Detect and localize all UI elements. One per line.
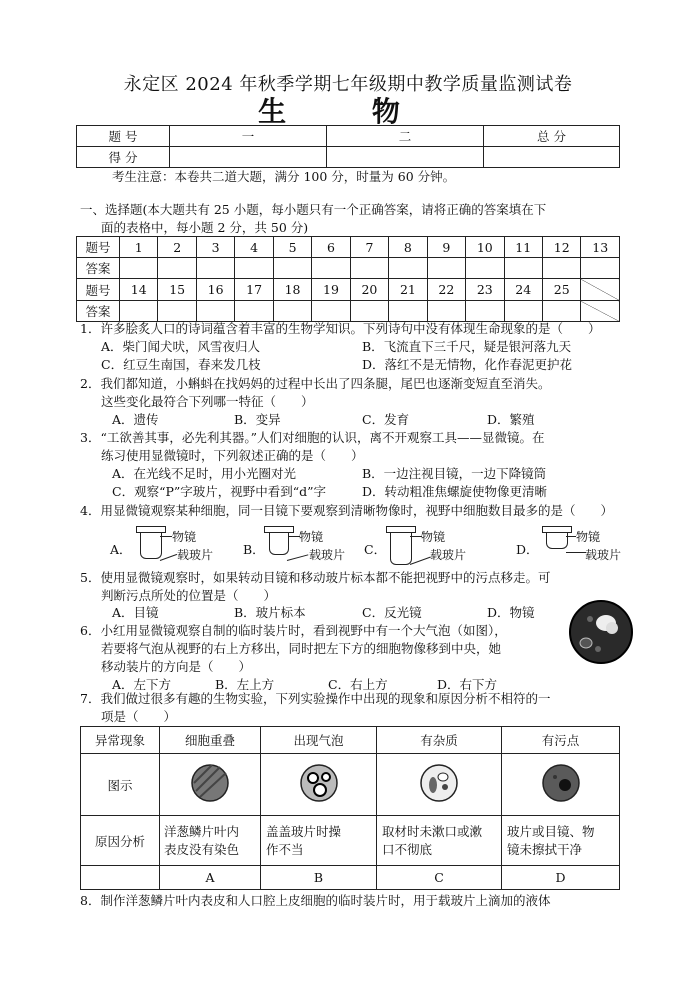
q2-stem: 2．我们都知道，小蝌蚪在找妈妈的过程中长出了四条腿，尾巴也逐渐变短直至消失。 bbox=[80, 376, 551, 391]
section1-heading-cont: 面的表格中，每小题 2 分，共 50 分) bbox=[101, 220, 309, 235]
answer-cell[interactable] bbox=[504, 258, 542, 279]
q4-lens-label: 物镜 bbox=[576, 530, 601, 544]
q1-option-b[interactable]: B．飞流直下三千尺，疑是银河落九天 bbox=[362, 339, 572, 354]
grid-qnum: 8 bbox=[389, 237, 427, 258]
q1-option-c[interactable]: C．红豆生南国，春来发几枝 bbox=[101, 357, 261, 372]
answer-cell[interactable] bbox=[466, 258, 504, 279]
q7-image-cell bbox=[261, 754, 377, 816]
q7-table-header: 异常现象 bbox=[81, 727, 160, 754]
q7-table-header: 细胞重叠 bbox=[160, 727, 261, 754]
answer-cell[interactable] bbox=[312, 258, 350, 279]
q7-row-label: 原因分析 bbox=[81, 816, 160, 866]
grid-qnum: 20 bbox=[350, 279, 388, 301]
q6-stem-cont: 若要将气泡从视野的右上方移出，同时把左下方的细胞物像移到中央，她 bbox=[101, 641, 502, 656]
q7-table-header: 出现气泡 bbox=[261, 727, 377, 754]
grid-qnum: 1 bbox=[120, 237, 158, 258]
q7-table bbox=[80, 726, 620, 890]
q7-empty-cell bbox=[81, 866, 160, 890]
grid-qnum: 17 bbox=[235, 279, 273, 301]
answer-cell[interactable] bbox=[466, 301, 504, 322]
q3-option-b[interactable]: B．一边注视目镜，一边下降镜筒 bbox=[362, 466, 547, 481]
q7-option-a[interactable]: A bbox=[160, 866, 261, 890]
grid-qnum: 22 bbox=[427, 279, 465, 301]
score-header-item: 总 分 bbox=[484, 126, 620, 147]
grid-qnum: 9 bbox=[427, 237, 465, 258]
q7-reason-cell bbox=[502, 816, 620, 866]
q4-slide-label: 载玻片 bbox=[309, 548, 346, 562]
grid-empty-cell bbox=[581, 279, 620, 301]
grid-qnum: 12 bbox=[542, 237, 580, 258]
grid-qnum: 14 bbox=[120, 279, 158, 301]
q4-option-d[interactable]: D． bbox=[516, 542, 539, 557]
q7-reason-cell bbox=[160, 816, 261, 866]
q4-slide-label: 载玻片 bbox=[177, 548, 214, 562]
q4-lens-label: 物镜 bbox=[299, 530, 324, 544]
air-bubbles-image bbox=[299, 763, 339, 803]
q8-stem: 8．制作洋葱鳞片叶内表皮和人口腔上皮细胞的临时装片时，用于载玻片上滴加的液体 bbox=[80, 893, 551, 908]
grid-qnum: 5 bbox=[273, 237, 311, 258]
q6-option-c[interactable]: C．右上方 bbox=[328, 677, 388, 692]
answer-grid bbox=[76, 236, 620, 322]
exam-title: 永定区 2024 年秋季学期七年级期中教学质量监测试卷 bbox=[123, 74, 573, 95]
answer-cell[interactable] bbox=[350, 301, 388, 322]
q6-option-d[interactable]: D．右下方 bbox=[437, 677, 498, 692]
answer-cell[interactable] bbox=[504, 301, 542, 322]
score-header-item: 题 号 bbox=[77, 126, 170, 147]
q4-option-c[interactable]: C． bbox=[364, 542, 387, 557]
q6-stem-cont2: 移动装片的方向是（ ） bbox=[101, 659, 252, 674]
grid-qnum: 13 bbox=[581, 237, 620, 258]
grid-label: 题号 bbox=[77, 237, 120, 258]
q5-stem-cont: 判断污点所处的位置是（ ） bbox=[101, 588, 277, 603]
grid-label: 答案 bbox=[77, 301, 120, 322]
q5-stem: 5．使用显微镜观察时，如果转动目镜和移动玻片标本都不能把视野中的污点移走。可 bbox=[80, 570, 551, 585]
grid-qnum: 23 bbox=[466, 279, 504, 301]
q7-reason-line: 洋葱鳞片叶内 bbox=[164, 823, 240, 839]
grid-qnum: 25 bbox=[542, 279, 580, 301]
answer-cell[interactable] bbox=[350, 258, 388, 279]
q1-stem: 1．许多脍炙人口的诗词蕴含着丰富的生物学知识。下列诗句中没有体现生命现象的是（ ） bbox=[80, 321, 601, 336]
q4-option-b[interactable]: B． bbox=[243, 542, 265, 557]
q4-stem: 4．用显微镜观察某种细胞，同一目镜下要观察到清晰物像时，视野中细胞数目最多的是（ ） bbox=[80, 503, 613, 518]
answer-cell[interactable] bbox=[389, 301, 427, 322]
q3-stem-cont: 练习使用显微镜时，下列叙述正确的是（ ） bbox=[101, 448, 364, 463]
q4-option-a[interactable]: A． bbox=[110, 542, 132, 557]
answer-cell[interactable] bbox=[427, 258, 465, 279]
grid-qnum: 24 bbox=[504, 279, 542, 301]
grid-qnum: 18 bbox=[273, 279, 311, 301]
q7-table-header: 有杂质 bbox=[377, 727, 502, 754]
score-header-item: 二 bbox=[327, 126, 484, 147]
score-cell[interactable] bbox=[170, 147, 327, 168]
q7-reason-cell bbox=[261, 816, 377, 866]
score-header-item: 一 bbox=[170, 126, 327, 147]
grid-empty-cell bbox=[581, 301, 620, 322]
q7-option-d[interactable]: D bbox=[502, 866, 620, 890]
q3-option-c[interactable]: C．观察“P”字玻片，视野中看到“d”字 bbox=[112, 484, 327, 499]
q3-option-a[interactable]: A．在光线不足时，用小光圈对光 bbox=[112, 466, 297, 481]
q2-option-c[interactable]: C．发育 bbox=[362, 412, 410, 427]
score-row-label: 得 分 bbox=[77, 147, 170, 168]
microscope-field-view-image bbox=[568, 599, 634, 665]
grid-qnum: 19 bbox=[312, 279, 350, 301]
grid-qnum: 7 bbox=[350, 237, 388, 258]
answer-cell[interactable] bbox=[158, 301, 196, 322]
overlapping-cells-image bbox=[190, 763, 230, 803]
q5-option-d[interactable]: D．物镜 bbox=[487, 605, 535, 620]
q4-slide-label: 载玻片 bbox=[585, 548, 622, 562]
q2-stem-cont: 这些变化最符合下列哪一特征（ ） bbox=[101, 394, 314, 409]
answer-cell[interactable] bbox=[427, 301, 465, 322]
q1-option-d[interactable]: D．落红不是无情物，化作春泥更护花 bbox=[362, 357, 573, 372]
score-cell[interactable] bbox=[484, 147, 620, 168]
q7-reason-cell bbox=[377, 816, 502, 866]
answer-cell[interactable] bbox=[273, 301, 311, 322]
notice: 考生注意：本卷共二道大题，满分 100 分，时量为 60 分钟。 bbox=[112, 169, 456, 184]
answer-cell[interactable] bbox=[196, 258, 234, 279]
grid-qnum: 6 bbox=[312, 237, 350, 258]
q7-option-b[interactable]: B bbox=[261, 866, 377, 890]
q1-option-a[interactable]: A．柴门闻犬吠，风雪夜归人 bbox=[101, 339, 261, 354]
q4-slide-label: 载玻片 bbox=[430, 548, 467, 562]
grid-label: 题号 bbox=[77, 279, 120, 301]
q7-reason-line: 作不当 bbox=[266, 841, 304, 857]
q5-option-c[interactable]: C．反光镜 bbox=[362, 605, 422, 620]
answer-cell[interactable] bbox=[542, 258, 580, 279]
q7-reason-line: 盖盖玻片时操 bbox=[266, 823, 342, 839]
q7-reason-line: 表皮没有染色 bbox=[164, 841, 240, 857]
grid-qnum: 21 bbox=[389, 279, 427, 301]
answer-cell[interactable] bbox=[581, 258, 620, 279]
score-cell[interactable] bbox=[327, 147, 484, 168]
q6-option-b[interactable]: B．左上方 bbox=[215, 677, 275, 692]
answer-cell[interactable] bbox=[542, 301, 580, 322]
q4-lens-label: 物镜 bbox=[421, 530, 446, 544]
q3-stem: 3．“工欲善其事，必先利其器。”人们对细胞的认识，离不开观察工具——显微镜。在 bbox=[80, 430, 545, 445]
grid-qnum: 16 bbox=[196, 279, 234, 301]
q4-lens-label: 物镜 bbox=[172, 530, 197, 544]
q7-image-cell bbox=[502, 754, 620, 816]
q5-option-a[interactable]: A．目镜 bbox=[112, 605, 159, 620]
q7-image-cell bbox=[160, 754, 261, 816]
q7-table-header: 有污点 bbox=[502, 727, 620, 754]
q7-option-c[interactable]: C bbox=[377, 866, 502, 890]
answer-cell[interactable] bbox=[273, 258, 311, 279]
q2-option-a[interactable]: A．遗传 bbox=[112, 412, 159, 427]
q7-reason-line: 玻片或目镜、物 bbox=[507, 823, 595, 839]
grid-qnum: 4 bbox=[235, 237, 273, 258]
section1-heading: 一、选择题(本大题共有 25 小题，每小题只有一个正确答案，请将正确的答案填在下 bbox=[80, 202, 547, 217]
grid-qnum: 3 bbox=[196, 237, 234, 258]
q2-option-b[interactable]: B．变异 bbox=[234, 412, 281, 427]
q7-row-label: 图示 bbox=[81, 754, 160, 816]
stains-image bbox=[541, 763, 581, 803]
answer-cell[interactable] bbox=[196, 301, 234, 322]
q5-option-b[interactable]: B．玻片标本 bbox=[234, 605, 306, 620]
answer-cell[interactable] bbox=[158, 258, 196, 279]
q7-stem-cont: 项是（ ） bbox=[101, 709, 177, 724]
q7-reason-line: 取材时未漱口或漱 bbox=[382, 823, 483, 839]
grid-qnum: 11 bbox=[504, 237, 542, 258]
score-table bbox=[76, 125, 620, 168]
grid-qnum: 15 bbox=[158, 279, 196, 301]
answer-cell[interactable] bbox=[120, 301, 158, 322]
grid-label: 答案 bbox=[77, 258, 120, 279]
q7-reason-line: 口不彻底 bbox=[382, 841, 433, 857]
subject-title: 生 物 bbox=[258, 95, 438, 128]
q6-option-a[interactable]: A．左下方 bbox=[112, 677, 172, 692]
q2-option-d[interactable]: D．繁殖 bbox=[487, 412, 535, 427]
answer-cell[interactable] bbox=[312, 301, 350, 322]
grid-qnum: 10 bbox=[466, 237, 504, 258]
q7-reason-line: 镜未擦拭干净 bbox=[507, 841, 583, 857]
q6-stem: 6．小红用显微镜观察自制的临时装片时，看到视野中有一个大气泡（如图）， bbox=[80, 623, 507, 638]
answer-cell[interactable] bbox=[389, 258, 427, 279]
q7-stem: 7．我们做过很多有趣的生物实验，下列实验操作中出现的现象和原因分析不相符的一 bbox=[80, 691, 551, 706]
answer-cell[interactable] bbox=[235, 301, 273, 322]
q3-option-d[interactable]: D．转动粗准焦螺旋使物像更清晰 bbox=[362, 484, 548, 499]
q7-image-cell bbox=[377, 754, 502, 816]
answer-cell[interactable] bbox=[120, 258, 158, 279]
impurities-image bbox=[419, 763, 459, 803]
grid-qnum: 2 bbox=[158, 237, 196, 258]
answer-cell[interactable] bbox=[235, 258, 273, 279]
